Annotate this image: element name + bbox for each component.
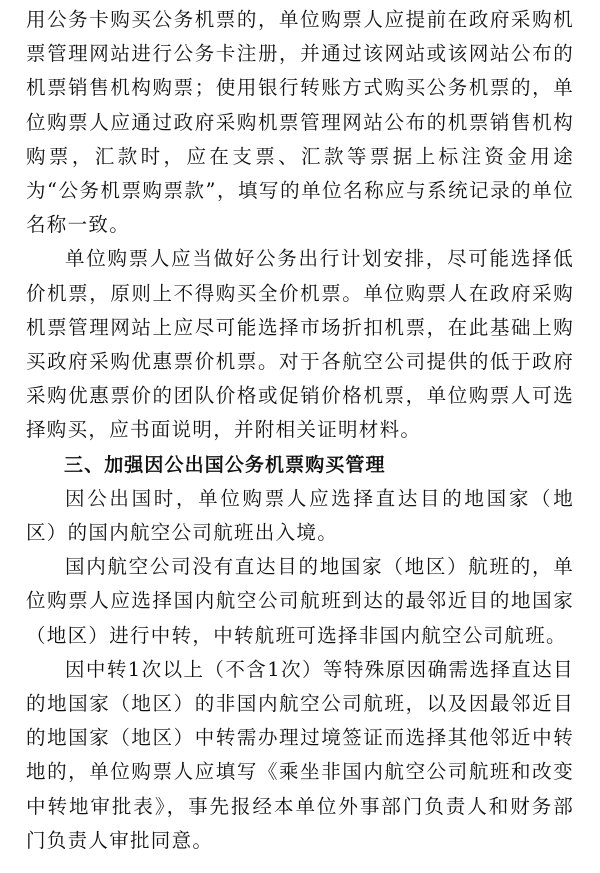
paragraph-special-approval: 因中转1次以上（不含1次）等特殊原因确需选择直达目的地国家（地区）的非国内航空公司航班，以及因最邻近目的地国家（地区）中转需办理过境签证而选择其他邻近中转地的，单位购票人应填写《乘坐非国内航空公司航班和改变中转地审批表》，事先报经本单位外事部门负责人和财务部门负责人审批同意。 xyxy=(26,657,574,852)
paragraph-transfer-flights: 国内航空公司没有直达目的地国家（地区）航班的，单位购票人应选择国内航空公司航班到达的最邻近目的地国家（地区）进行中转，中转航班可选择非国内航空公司航班。 xyxy=(26,555,574,647)
section-heading: 三、加强因公出国公务机票购买管理 xyxy=(64,453,386,476)
paragraph-direct-flights: 因公出国时，单位购票人应选择直达目的地国家（地区）的国内航空公司航班出入境。 xyxy=(26,486,574,545)
paragraph-low-price-tickets: 单位购票人应当做好公务出行计划安排，尽可能选择低价机票，原则上不得购买全价机票。单位购票人在政府采购机票管理网站上应尽可能选择市场折扣机票，在此基础上购买政府采购优惠票价机票。对于各航空公司提供的低于政府采购优惠票价的团队价格或促销价格机票，单位购票人可选择购买，应书面说明，并附相关证明材料。 xyxy=(26,247,574,442)
paragraph-continued: 用公务卡购买公务机票的，单位购票人应提前在政府采购机票管理网站进行公务卡注册，并通过该网站或该网站公布的机票销售机构购票；使用银行转账方式购买公务机票的，单位购票人应通过政府采购机票管理网站公布的机票销售机构购票，汇款时，应在支票、汇款等票据上标注资金用途为“公务机票购票款”，填写的单位名称应与系统记录的单位名称一致。 xyxy=(26,8,574,237)
